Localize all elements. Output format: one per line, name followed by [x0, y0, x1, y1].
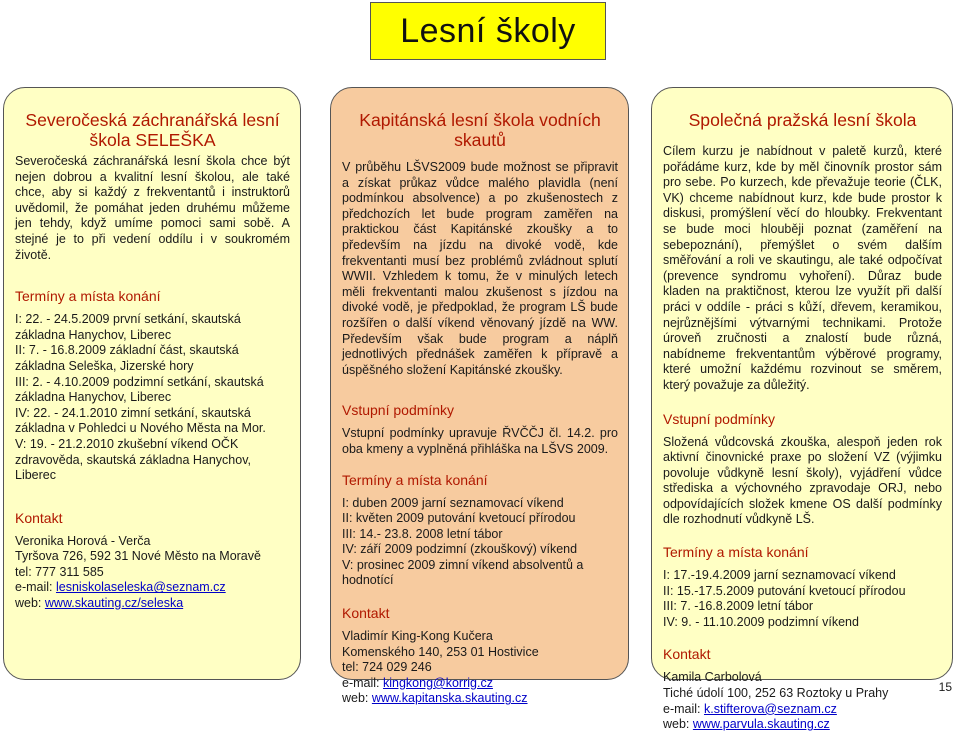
contact-line: tel: 724 029 246 — [342, 660, 432, 675]
requirements-text: Vstupní podmínky upravuje ŘVČČJ čl. 14.2. pro oba kmeny a vyplněná přihláška na LŠVS 2009. — [342, 426, 618, 456]
email-line: e-mail: lesniskolaseleska@seznam.cz — [15, 580, 226, 595]
panel-seleska — [3, 87, 301, 680]
email-link[interactable]: kingkong@korrig.cz — [382, 675, 493, 690]
term-item: III: 14.- 23.8. 2008 letní tábor — [342, 526, 503, 541]
page-title: Lesní školy — [400, 11, 576, 50]
web-line: web: www.parvula.skauting.cz — [663, 717, 830, 732]
contact-line: tel: 777 311 585 — [15, 564, 104, 579]
terms-heading: Termíny a místa konání — [15, 288, 161, 305]
requirements-heading: Vstupní podmínky — [342, 402, 455, 419]
intro-text: Cílem kurzu je nabídnout v paletě kurzů, které pořádáme kurz, kde by měl činovník prostor sám pro sebe. Po kurzech, kde převažuje teorie (ČLK, VK) chceme nabídnout kurz, kde bude prostor k diskusi, promýšlení věcí do hloubky. Frekventant se bude moci hlouběji poznat (zaměření na sebepoznání), přemýšlet o svém dalším směřování a roli ve skautingu, ale také odpočívat (prevence syndromu vyhoření). Důraz bude kladen na praktičnost, kterou lze využít při další práci v oddíle - práci s kůží, dřevem, keramikou, nejrůznějšími výtvarnými technikami. Protože úroveň zručnosti a znalostí bude různá, nabídneme frekventantům výběrové programy, které umožní každému rozvinout se směrem, který považuje za důležitý. — [663, 144, 942, 392]
contact-line: Tiché údolí 100, 252 63 Roztoky u Prahy — [663, 686, 889, 701]
contact-heading: Kontakt — [342, 605, 390, 622]
term-item: I: 17.-19.4.2009 jarní seznamovací víkend — [663, 568, 896, 583]
contact-line: Kamila Carbolová — [663, 670, 762, 685]
panel-heading: Společná pražská lesní škola — [688, 110, 917, 130]
web-line: web: www.skauting.cz/seleska — [15, 596, 184, 611]
term-item: III: 2. - 4.10.2009 podzimní setkání, skautská základna Hanychov, Liberec — [15, 374, 264, 405]
term-item: II: 15.-17.5.2009 putování kvetoucí přírodou — [663, 583, 906, 598]
panel-heading: Kapitánská lesní škola vodních skautů — [359, 110, 601, 150]
panel-prazska — [651, 87, 953, 732]
term-item: IV: 9. - 11.10.2009 podzimní víkend — [663, 614, 859, 629]
intro-text: V průběhu LŠVS2009 bude možnost se připravit a získat průkaz vůdce malého plavidla (není podmínkou absolvence) a po zkušenostech z předchozích let bude program zaměřen na praktickou část Kapitánské zkoušky a to především na jízdu na divoké vodě, kde frekventanti musí bez problémů zvládnout splutí WWII. Vzhledem k tomu, že v minulých letech měli frekventanti malou zkušenost s jízdou na divoké vodě, je předpoklad, že program LŠ bude rozšířen o další víkend věnovaný jízdě na WW. Především však bude program a náplň jednotlivých přednášek zaměřen k přípravě a úspěšného složení Kapitánské zkoušky. — [342, 160, 618, 377]
terms-heading: Termíny a místa konání — [663, 544, 809, 561]
term-item: II: 7. - 16.8.2009 základní část, skautská základna Seleška, Jizerské hory — [15, 343, 239, 373]
panel-heading: Severočeská záchranářská lesní škola SELEŠKA — [25, 110, 280, 150]
term-item: II: květen 2009 putování kvetoucí přírodou — [342, 511, 576, 526]
email-link[interactable]: k.stifterova@seznam.cz — [703, 701, 837, 716]
term-item: III: 7. -16.8.2009 letní tábor — [663, 599, 814, 614]
term-item: IV: 22. - 24.1.2010 zimní setkání, skautská základna v Pohledci u Nového Města na Mor. — [15, 405, 266, 436]
term-item: IV: září 2009 podzimní (zkouškový) víkend — [342, 542, 578, 557]
term-item: V: 19. - 21.2.2010 zkušební víkend OČK zdravověda, skautská základna Hanychov, Liberec — [15, 436, 252, 483]
email-link[interactable]: lesniskolaseleska@seznam.cz — [55, 580, 226, 595]
title-banner — [370, 2, 606, 60]
terms-heading: Termíny a místa konání — [342, 471, 488, 488]
contact-line: Komenského 140, 253 01 Hostivice — [342, 644, 539, 659]
page-number: 15 — [938, 680, 952, 694]
contact-line: Veronika Horová - Verča — [15, 533, 151, 548]
term-item: I: duben 2009 jarní seznamovací víkend — [342, 495, 564, 510]
email-line: e-mail: kingkong@korrig.cz — [342, 675, 493, 690]
intro-text: Severočeská záchranářská lesní škola chce být nejen dobrou a kvalitní lesní školou, ale také chce, aby si každý z frekventantů i instruktorů uvědomil, že pomáhat jeden druhému můžeme jen tehdy, když umíme pomoci sami sobě. A stejné je to při vedení oddílu i v soukromém životě. — [15, 154, 290, 262]
panel-kapitanska — [330, 87, 629, 706]
email-line: e-mail: k.stifterova@seznam.cz — [663, 701, 837, 716]
contact-heading: Kontakt — [663, 646, 711, 663]
web-link[interactable]: www.parvula.skauting.cz — [692, 717, 830, 732]
web-link[interactable]: www.skauting.cz/seleska — [44, 596, 184, 611]
web-line: web: www.kapitanska.skauting.cz — [342, 691, 528, 706]
contact-line: Tyršova 726, 592 31 Nové Město na Moravě — [15, 549, 261, 564]
term-item: I: 22. - 24.5.2009 první setkání, skautská základna Hanychov, Liberec — [15, 312, 241, 342]
requirements-text: Složená vůdcovská zkouška, alespoň jeden rok aktivní činovnické praxe po složení VZ (výjimku povoluje vůdkyně lesní školy), vyjádření vůdce střediska a výchovného zpravodaje ORJ, nebo odpovídajících složek kmene OS další podmínky dle rozhodnutí vůdkyně LŠ. — [663, 434, 942, 527]
requirements-heading: Vstupní podmínky — [663, 410, 776, 427]
contact-line: Vladimír King-Kong Kučera — [342, 629, 493, 644]
web-link[interactable]: www.kapitanska.skauting.cz — [371, 691, 528, 706]
contact-heading: Kontakt — [15, 509, 63, 526]
term-item: V: prosinec 2009 zimní víkend absolventů a hodnotící — [342, 557, 584, 588]
